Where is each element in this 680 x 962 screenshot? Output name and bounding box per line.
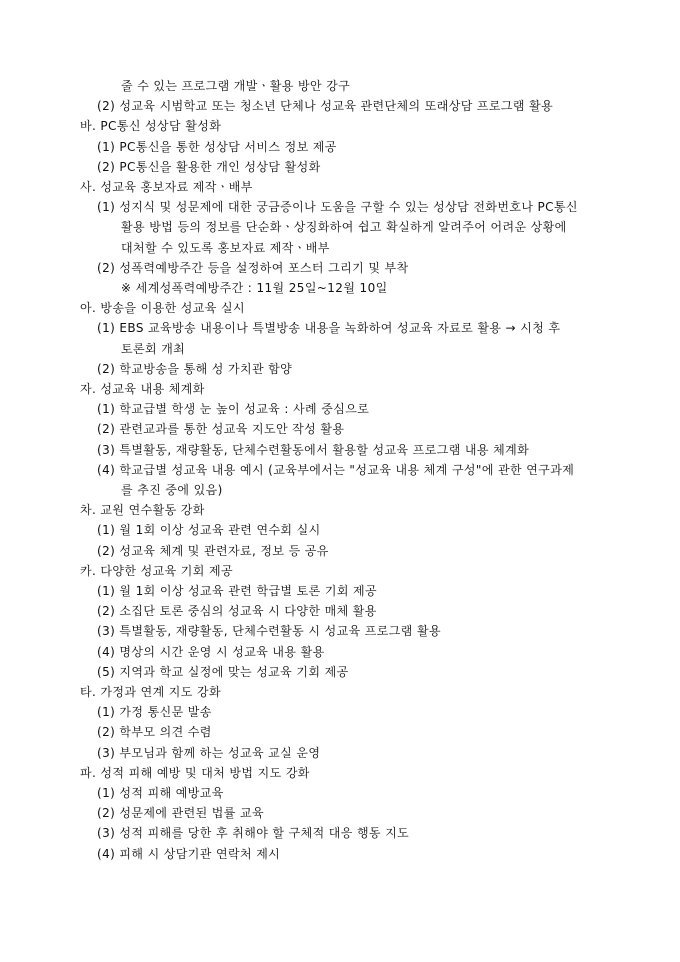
- list-item: (1) PC통신을 통한 성상담 서비스 정보 제공: [97, 139, 337, 154]
- list-item: (2) PC통신을 활용한 개인 성상담 활성화: [97, 159, 321, 174]
- section-heading: 파. 성적 피해 예방 및 대처 방법 지도 강화: [80, 765, 310, 780]
- list-item: (4) 학교급별 성교육 내용 예시 (교육부에서는 "성교육 내용 체계 구성"에 관한 연구과제: [97, 462, 575, 477]
- list-item: (1) 성지식 및 성문제에 대한 궁금증이나 도움을 구할 수 있는 성상담 전화번호나 PC통신: [97, 200, 578, 215]
- list-item-continuation: 를 추진 중에 있음): [121, 483, 223, 497]
- list-item-continuation: 대처할 수 있도록 홍보자료 제작ㆍ배부: [121, 240, 330, 255]
- list-item: (4) 피해 시 상담기관 연락처 제시: [97, 846, 281, 861]
- section-heading: 바. PC통신 성상담 활성화: [80, 119, 222, 134]
- note-line: ※ 세계성폭력예방주간 : 11월 25일~12월 10일: [121, 281, 388, 295]
- section-heading: 타. 가정과 연계 지도 강화: [80, 685, 221, 699]
- list-item: (4) 명상의 시간 운영 시 성교육 내용 활용: [97, 644, 325, 659]
- list-item: (2) 성문제에 관련된 법률 교육: [97, 806, 264, 821]
- list-item: (2) 학교방송을 통해 성 가치관 함양: [97, 361, 293, 376]
- list-item: (2) 관련교과를 통한 성교육 지도안 작성 활용: [97, 422, 345, 437]
- list-item: (2) 성교육 시범학교 또는 청소년 단체나 성교육 관련단체의 또래상담 프로그램 활용: [97, 99, 554, 114]
- list-item: (1) 성적 피해 예방교육: [97, 786, 224, 800]
- section-heading: 아. 방송을 이용한 성교육 실시: [80, 301, 245, 316]
- list-item-continuation: 활용 방법 등의 정보를 단순화ㆍ상징화하여 쉽고 확실하게 알려주어 어려운 상황에: [121, 220, 567, 235]
- section-heading: 자. 성교육 내용 체계화: [80, 382, 205, 396]
- list-item-continuation: 줄 수 있는 프로그램 개발ㆍ활용 방안 강구: [121, 79, 351, 93]
- list-item: (1) EBS 교육방송 내용이나 특별방송 내용을 녹화하여 성교육 자료로 활용 → 시청 후: [97, 321, 561, 336]
- section-heading: 카. 다양한 성교육 기회 제공: [80, 563, 233, 578]
- list-item: (2) 학부모 의견 수렴: [97, 725, 212, 740]
- list-item-continuation: 토론회 개최: [121, 341, 186, 356]
- list-item: (5) 지역과 학교 실정에 맞는 성교육 기회 제공: [97, 664, 349, 679]
- list-item: (3) 특별활동, 재량활동, 단체수련활동에서 활용할 성교육 프로그램 내용 체계화: [97, 442, 530, 457]
- list-item: (1) 학교급별 학생 눈 높이 성교육 : 사례 중심으로: [97, 402, 370, 417]
- list-item: (3) 특별활동, 재량활동, 단체수련활동 시 성교육 프로그램 활용: [97, 624, 441, 639]
- list-item: (2) 소집단 토론 중심의 성교육 시 다양한 매체 활용: [97, 604, 377, 619]
- list-item: (2) 성교육 체계 및 관련자료, 정보 등 공유: [97, 543, 329, 558]
- section-heading: 차. 교원 연수활동 강화: [80, 503, 205, 518]
- list-item: (2) 성폭력예방주간 등을 설정하여 포스터 그리기 및 부착: [97, 260, 409, 275]
- list-item: (3) 부모님과 함께 하는 성교육 교실 운영: [97, 745, 321, 760]
- list-item: (3) 성적 피해를 당한 후 취해야 할 구체적 대응 행동 지도: [97, 826, 410, 841]
- list-item: (1) 월 1회 이상 성교육 관련 연수회 실시: [97, 523, 321, 538]
- list-item: (1) 월 1회 이상 성교육 관련 학급별 토론 기회 제공: [97, 584, 378, 598]
- list-item: (1) 가정 통신문 발송: [97, 705, 212, 720]
- section-heading: 사. 성교육 홍보자료 제작ㆍ배부: [80, 180, 253, 194]
